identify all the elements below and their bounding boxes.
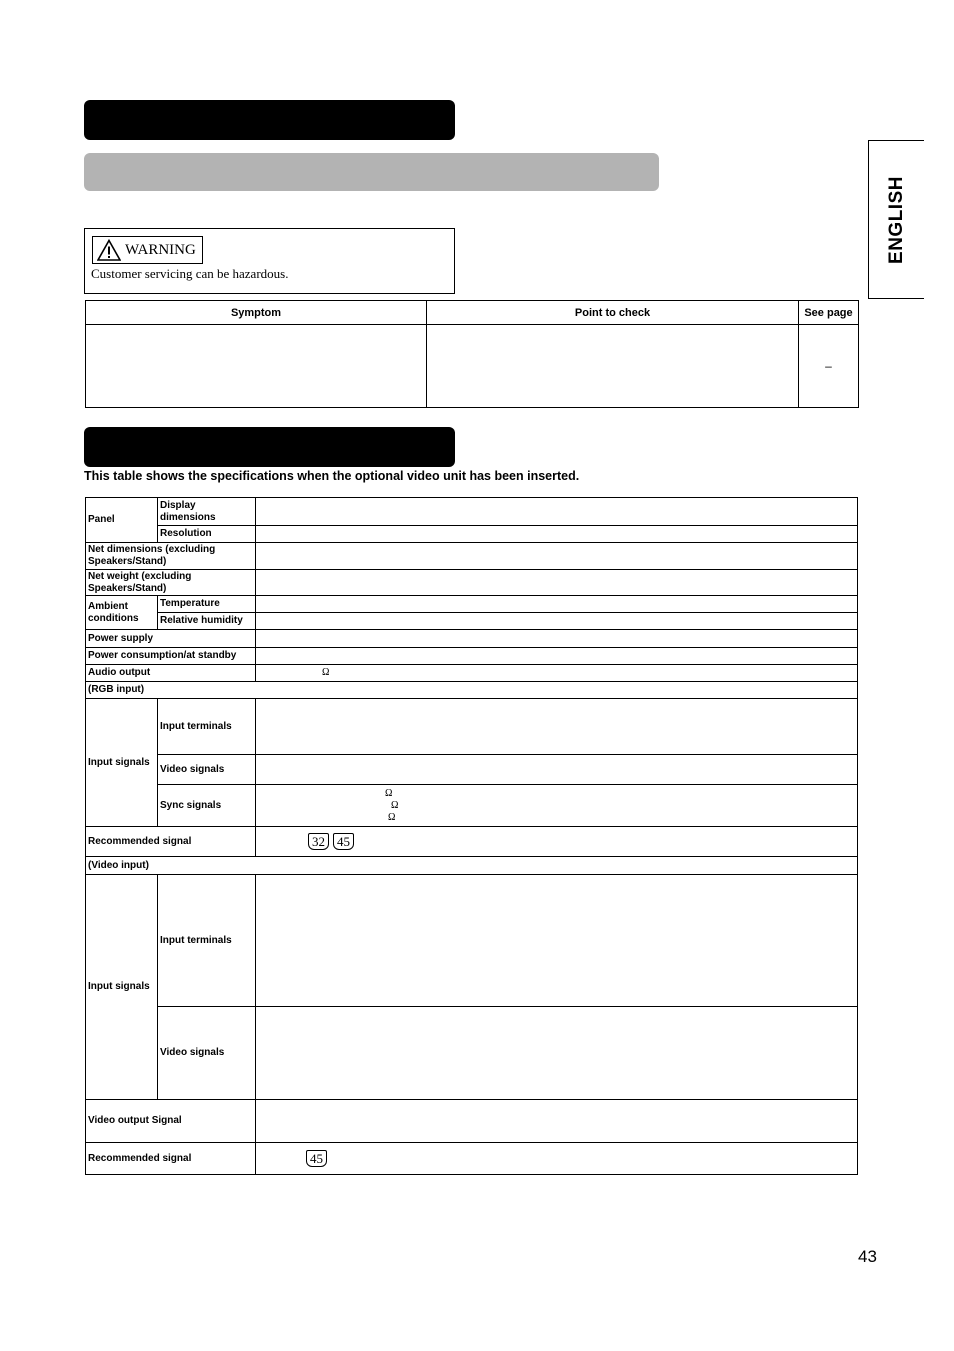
table-row [86, 857, 858, 875]
point-cell [427, 325, 799, 408]
table-row [86, 1100, 858, 1143]
video-input-heading: (Video input) [86, 857, 858, 875]
table-row [86, 665, 858, 682]
table-row [86, 648, 858, 665]
rgb-video-signals-label: Video signals [158, 755, 256, 785]
warning-text: Customer servicing can be hazardous. [91, 266, 289, 281]
spec-caption: This table shows the specifications when the optional video unit has been inserted. [84, 469, 580, 483]
page-reference-icon[interactable]: 32 [308, 833, 329, 850]
ohm-symbol: Ω [388, 811, 396, 823]
video-input-signals-label: Input signals [86, 875, 158, 1100]
rgb-input-heading: (RGB input) [86, 682, 858, 699]
net-dimensions-label: Net dimensions (excluding Speakers/Stand) [86, 543, 256, 570]
warning-box [84, 228, 455, 294]
resolution-label: Resolution [158, 526, 256, 543]
warning-badge [92, 236, 203, 264]
warning-label: WARNING [125, 241, 196, 258]
table-row [86, 325, 859, 408]
power-consumption-label: Power consumption/at standby [86, 648, 256, 665]
table-row [86, 570, 858, 596]
table-row [86, 785, 858, 827]
rgb-input-terminals-label: Input terminals [158, 699, 256, 755]
ohm-symbol: Ω [385, 787, 393, 799]
table-row [86, 596, 858, 613]
page-cell: – [799, 325, 859, 408]
page-reference-icon[interactable]: 45 [306, 1150, 327, 1167]
panel-label: Panel [86, 498, 158, 543]
ohm-symbol: Ω [391, 799, 399, 811]
point-header: Point to check [427, 301, 799, 325]
symptom-cell [86, 325, 427, 408]
troubleshooting-table [85, 300, 859, 408]
symptom-header: Symptom [86, 301, 427, 325]
table-row [86, 526, 858, 543]
rgb-recommended-signal-label: Recommended signal [86, 827, 256, 857]
display-dimensions-label: Display dimensions [158, 498, 256, 526]
subsection-heading-bar [84, 153, 659, 191]
table-row [86, 875, 858, 1007]
page-reference-icon[interactable]: 45 [333, 833, 354, 850]
rgb-input-signals-label: Input signals [86, 699, 158, 827]
table-row [86, 827, 858, 857]
temperature-label: Temperature [158, 596, 256, 613]
table-row [86, 543, 858, 570]
video-video-signals-label: Video signals [158, 1007, 256, 1100]
table-row [86, 630, 858, 648]
table-row [86, 1143, 858, 1175]
table-row [86, 699, 858, 755]
power-supply-label: Power supply [86, 630, 256, 648]
ambient-label: Ambient conditions [86, 596, 158, 630]
table-row [86, 613, 858, 630]
video-output-label: Video output Signal [86, 1100, 256, 1143]
page-header: See page [799, 301, 859, 325]
table-row [86, 755, 858, 785]
ohm-symbol: Ω [322, 667, 330, 678]
table-row [86, 1007, 858, 1100]
audio-output-label: Audio output [86, 665, 256, 682]
language-tab [868, 140, 924, 299]
humidity-label: Relative humidity [158, 613, 256, 630]
table-row [86, 682, 858, 699]
specifications-table [85, 497, 858, 1175]
sync-signals-label: Sync signals [158, 785, 256, 827]
video-recommended-signal-label: Recommended signal [86, 1143, 256, 1175]
specifications-heading-bar [84, 427, 455, 467]
video-input-terminals-label: Input terminals [158, 875, 256, 1007]
table-row [86, 498, 858, 526]
section-heading-bar [84, 100, 455, 140]
page-number: 43 [858, 1247, 877, 1266]
net-weight-label: Net weight (excluding Speakers/Stand) [86, 570, 256, 596]
language-label: ENGLISH [885, 175, 907, 264]
table-header-row [86, 301, 859, 325]
warning-triangle-icon [97, 239, 121, 261]
